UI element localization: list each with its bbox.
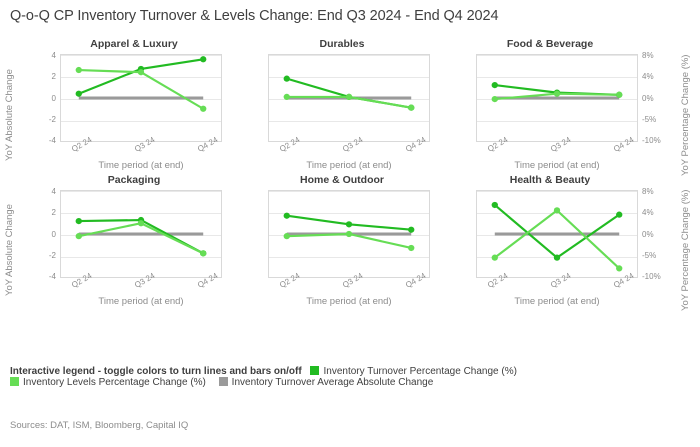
panel-title: Apparel & Luxury (90, 38, 178, 50)
plot-area (60, 190, 222, 278)
x-axis-title: Time period (at end) (306, 296, 392, 307)
chart-legend[interactable] (10, 366, 690, 388)
legend-swatch-icon (10, 377, 19, 386)
series-lines (477, 191, 637, 277)
legend-title: Interactive legend - toggle colors to turn lines and bars on/off (10, 366, 302, 378)
x-tick: Q4 24 (612, 135, 636, 154)
x-tick: Q2 24 (486, 135, 510, 154)
legend-swatch-icon (310, 366, 319, 375)
plot-area (268, 190, 430, 278)
panel-title: Packaging (107, 174, 161, 186)
panel-packaging (34, 174, 234, 309)
panel-apparel-luxury (34, 38, 234, 173)
y-tick: -4 (48, 272, 56, 281)
x-tick: Q4 24 (196, 135, 220, 154)
panel-title: Food & Beverage (506, 38, 594, 50)
x-axis-title: Time period (at end) (98, 160, 184, 171)
panel-health-beauty (450, 174, 661, 309)
sources-note: Sources: DAT, ISM, Bloomberg, Capital IQ (10, 420, 189, 431)
x-tick: Q2 24 (278, 271, 302, 290)
y-axis-label-right-bottom: YoY Percentage Change (%) (680, 189, 691, 311)
y-tick: 0 (51, 230, 56, 239)
x-axis-title: Time period (at end) (98, 296, 184, 307)
series-lines (61, 55, 221, 141)
y-tick-right: 4% (642, 72, 654, 81)
panel-food-beverage (450, 38, 661, 173)
series-lines (61, 191, 221, 277)
y-axis-label-right-top: YoY Percentage Change (%) (680, 54, 691, 176)
legend-item-avg-absolute[interactable] (219, 377, 434, 388)
legend-item-label: Inventory Turnover Percentage Change (%) (323, 366, 517, 377)
x-tick: Q3 24 (549, 135, 573, 154)
y-tick-right: -5% (642, 115, 657, 124)
plot-area (476, 54, 638, 142)
x-tick: Q3 24 (133, 135, 157, 154)
y-tick-right: -10% (642, 136, 661, 145)
x-tick: Q4 24 (404, 271, 428, 290)
y-tick: -2 (48, 251, 56, 260)
y-tick: 4 (51, 51, 56, 60)
plot-area (268, 54, 430, 142)
y-tick-right: -5% (642, 251, 657, 260)
x-tick: Q3 24 (341, 135, 365, 154)
x-axis-title: Time period (at end) (514, 160, 600, 171)
x-tick: Q2 24 (486, 271, 510, 290)
legend-item-label: Inventory Levels Percentage Change (%) (23, 377, 206, 389)
x-tick: Q2 24 (70, 135, 94, 154)
x-axis-title: Time period (at end) (306, 160, 392, 171)
y-tick-right: 4% (642, 208, 654, 217)
y-tick: 4 (51, 187, 56, 196)
series-lines (269, 55, 429, 141)
y-tick: -4 (48, 136, 56, 145)
y-tick-right: -10% (642, 272, 661, 281)
plot-area (60, 54, 222, 142)
y-tick-right: 0% (642, 230, 654, 239)
y-tick: 2 (51, 208, 56, 217)
x-tick: Q4 24 (196, 271, 220, 290)
x-axis-title: Time period (at end) (514, 296, 600, 307)
y-tick-right: 0% (642, 94, 654, 103)
x-tick: Q3 24 (133, 271, 157, 290)
y-tick-right: 8% (642, 187, 654, 196)
panel-title: Durables (319, 38, 365, 50)
legend-swatch-icon (219, 377, 228, 386)
x-tick: Q4 24 (404, 135, 428, 154)
x-tick: Q2 24 (278, 135, 302, 154)
series-lines (477, 55, 637, 141)
y-axis-label-left-bottom: YoY Absolute Change (4, 204, 15, 296)
panel-home-outdoor (242, 174, 442, 309)
x-tick: Q2 24 (70, 271, 94, 290)
y-tick-right: 8% (642, 51, 654, 60)
legend-item-levels-pct[interactable] (10, 377, 206, 388)
y-tick: 0 (51, 94, 56, 103)
legend-item-label: Inventory Turnover Average Absolute Change (231, 377, 434, 389)
y-tick: 2 (51, 72, 56, 81)
x-tick: Q3 24 (549, 271, 573, 290)
panel-grid (0, 38, 700, 328)
panel-title: Home & Outdoor (300, 174, 384, 186)
page-title: Q-o-Q CP Inventory Turnover & Levels Change: End Q3 2024 - End Q4 2024 (10, 8, 499, 24)
x-tick: Q4 24 (612, 271, 636, 290)
series-lines (269, 191, 429, 277)
panel-title: Health & Beauty (509, 174, 591, 186)
legend-item-turnover-pct[interactable] (310, 366, 516, 377)
x-tick: Q3 24 (341, 271, 365, 290)
y-tick: -2 (48, 115, 56, 124)
plot-area (476, 190, 638, 278)
y-axis-label-left-top: YoY Absolute Change (4, 69, 15, 161)
panel-durables (242, 38, 442, 173)
